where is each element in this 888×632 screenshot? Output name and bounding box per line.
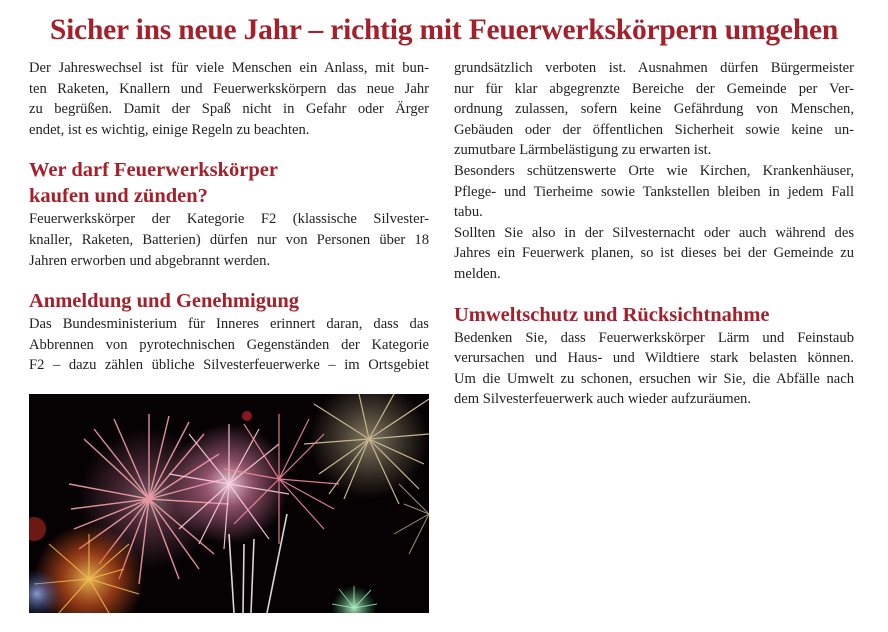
fireworks-illustration [29, 394, 429, 613]
heading-line: Wer darf Feuerwerkskörper [29, 159, 278, 182]
fireworks-photo [29, 394, 429, 613]
registration-paragraph [29, 314, 429, 376]
text-line: Der Jahreswechsel ist für viele Menschen ein Anlass, mit bun- [29, 60, 429, 76]
report-paragraph [454, 223, 854, 285]
text-line: ordnung zulassen, sofern keine Gefährdung von Menschen, [454, 101, 854, 118]
left-column [29, 58, 429, 376]
text-line: ten Raketen, Knallern und Feuerwerkskörpern das neue Jahr [29, 80, 429, 97]
text-line: Das Bundesministerium für Inneres erinnert daran, dass das [29, 316, 429, 333]
section-heading-registration: Anmeldung und Genehmigung [29, 290, 300, 313]
text-line: Jahren erworben und abgebrannt werden. [29, 252, 271, 269]
text-line: zumutbare Lärmbelästigung zu erwarten ist. [454, 142, 712, 159]
intro-paragraph [29, 58, 429, 140]
text-line: knaller, Raketen, Batterien) dürfen nur von Personen über 18 [29, 231, 429, 248]
text-line: grundsätzlich verboten ist. Ausnahmen dürfen Bürgermeister [454, 60, 854, 76]
text-line: Sollten Sie also in der Silvesternacht oder auch während des [454, 224, 854, 241]
text-line: verursachen und Haus- und Wildtiere stark belasten können. [454, 350, 854, 367]
text-line: Abbrennen von pyrotechnischen Gegenständen der Kategorie [29, 336, 429, 353]
text-line: zu begrüßen. Damit der Spaß nicht in Gefahr oder Ärger [29, 101, 429, 118]
protected-places-paragraph [454, 161, 854, 223]
environment-paragraph [454, 328, 854, 410]
text-line: Bedenken Sie, dass Feuerwerkskörper Lärm und Feinstaub [454, 329, 854, 346]
right-column [454, 58, 854, 410]
text-line: Feuerwerkskörper der Kategorie F2 (klassische Silvester- [29, 211, 429, 228]
text-line: melden. [454, 265, 501, 282]
who-may-buy-paragraph [29, 209, 429, 271]
section-heading-who-may-buy [29, 157, 429, 209]
text-line: Besonders schützenswerte Orte wie Kirchen, Krankenhäuser, [454, 162, 854, 179]
text-line: Gebäuden oder der öffentlichen Sicherheit sowie keine un- [454, 121, 854, 138]
text-line: Pflege- und Tierheime sowie Tankstellen bleiben in jedem Fall [454, 183, 854, 200]
text-line: dem Silvesterfeuerwerk auch wieder aufzuräumen. [454, 391, 752, 408]
text-line: F2 – dazu zählen übliche Silvesterfeuerwerke – im Ortsgebiet [29, 357, 429, 374]
page-title: Sicher ins neue Jahr – richtig mit Feuerwerkskörpern umgehen [49, 14, 839, 46]
text-line: tabu. [454, 204, 483, 221]
continuation-paragraph [454, 58, 854, 161]
text-line: Jahres ein Feuerwerk planen, so ist dieses bei der Gemeinde zu [454, 245, 854, 262]
text-line: Um die Umwelt zu schonen, ersuchen wir Sie, die Abfälle nach [454, 370, 854, 387]
section-heading-environment: Umweltschutz und Rücksichtnahme [454, 303, 770, 326]
heading-line: kaufen und zünden? [29, 185, 208, 208]
text-line: endet, ist es wichtig, einige Regeln zu beachten. [29, 121, 310, 138]
text-line: nur für klar abgegrenzte Bereiche der Gemeinde per Ver- [454, 80, 854, 97]
